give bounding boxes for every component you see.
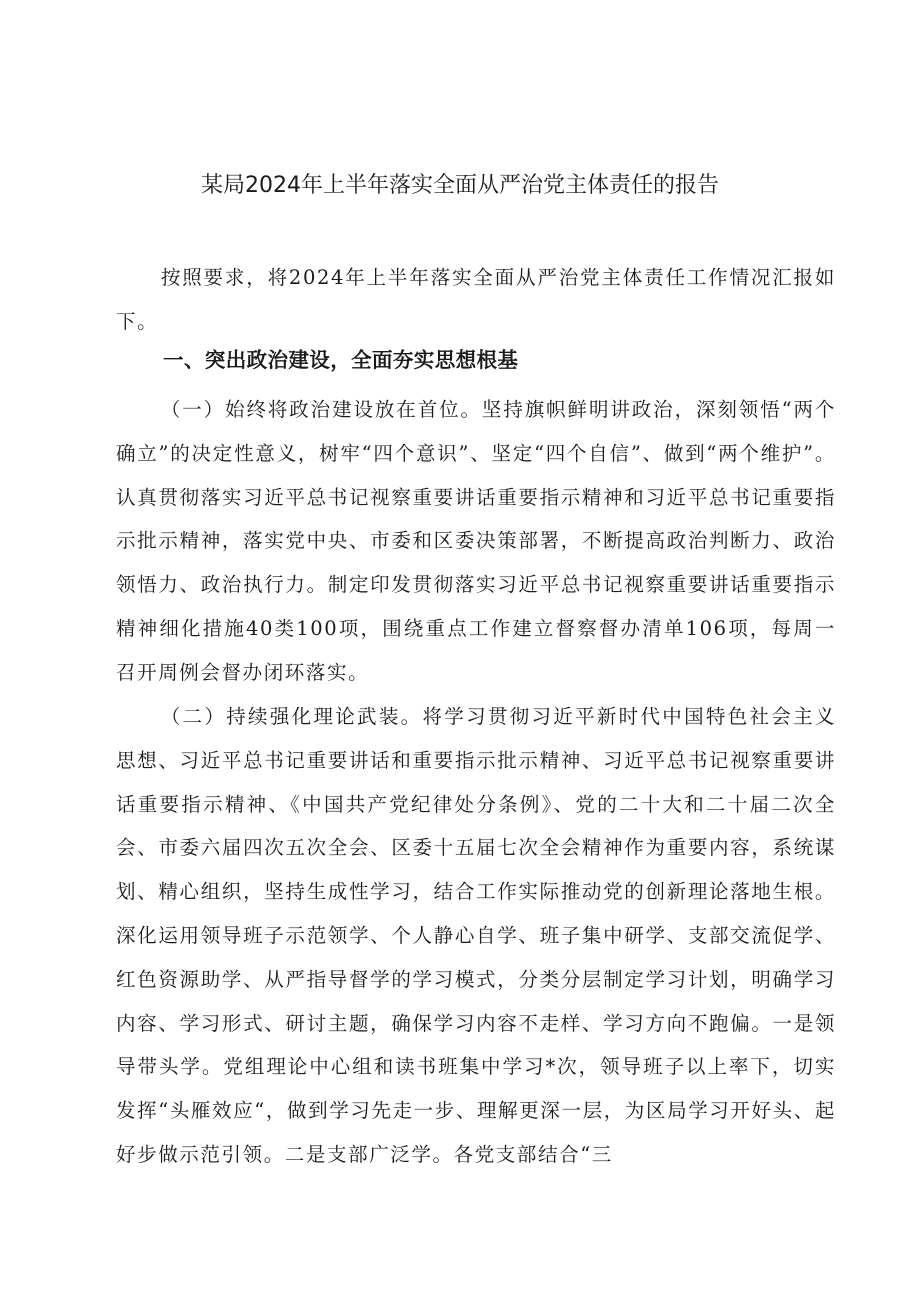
body-paragraph-1: （一）始终将政治建设放在首位。坚持旗帜鲜明讲政治，深刻领悟“两个确立”的决定性意义，树牢“四个意识”、坚定“四个自信”、做到“两个维护”。认真贯彻落实习近平总书记视察重要讲话重要指示精神和习近平总书记重要指示批示精神，落实党中央、市委和区委决策部署，不断提高政治判断力、政治领悟力、政治执行力。制定印发贯彻落实习近平总书记视察重要讲话重要指示精神细化措施40类100项，围绕重点工作建立督察督办清单106项，每周一召开周例会督办闭环落实。	[116, 398, 836, 684]
body-paragraph-2: （二）持续强化理论武装。将学习贯彻习近平新时代中国特色社会主义思想、习近平总书记重要讲话和重要指示批示精神、习近平总书记视察重要讲话重要指示精神、《中国共产党纪律处分条例》、党的二十大和二十届二次全会、市委六届四次五次全会、区委十五届七次全会精神作为重要内容，系统谋划、精心组织，坚持生成性学习，结合工作实际推动党的创新理论落地生根。深化运用领导班子示范领学、个人静心自学、班子集中研学、支部交流促学、红色资源助学、从严指导督学的学习模式，分类分层制定学习计划，明确学习内容、学习形式、研讨主题，确保学习内容不走样、学习方向不跑偏。一是领导带头学。党组理论中心组和读书班集中学习*次，领导班子以上率下，切实发挥“头雁效应“，做到学习先走一步、理解更深一层，为区局学习开好头、起好步做示范引领。二是支部广泛学。各党支部结合“三	[116, 705, 836, 1166]
section-heading-1: 一、突出政治建设，全面夯实思想根基	[163, 348, 519, 372]
document-title: 某局2024年上半年落实全面从严治党主体责任的报告	[201, 173, 719, 198]
intro-paragraph: 按照要求，将2024年上半年落实全面从严治党主体责任工作情况汇报如下。	[116, 266, 836, 333]
